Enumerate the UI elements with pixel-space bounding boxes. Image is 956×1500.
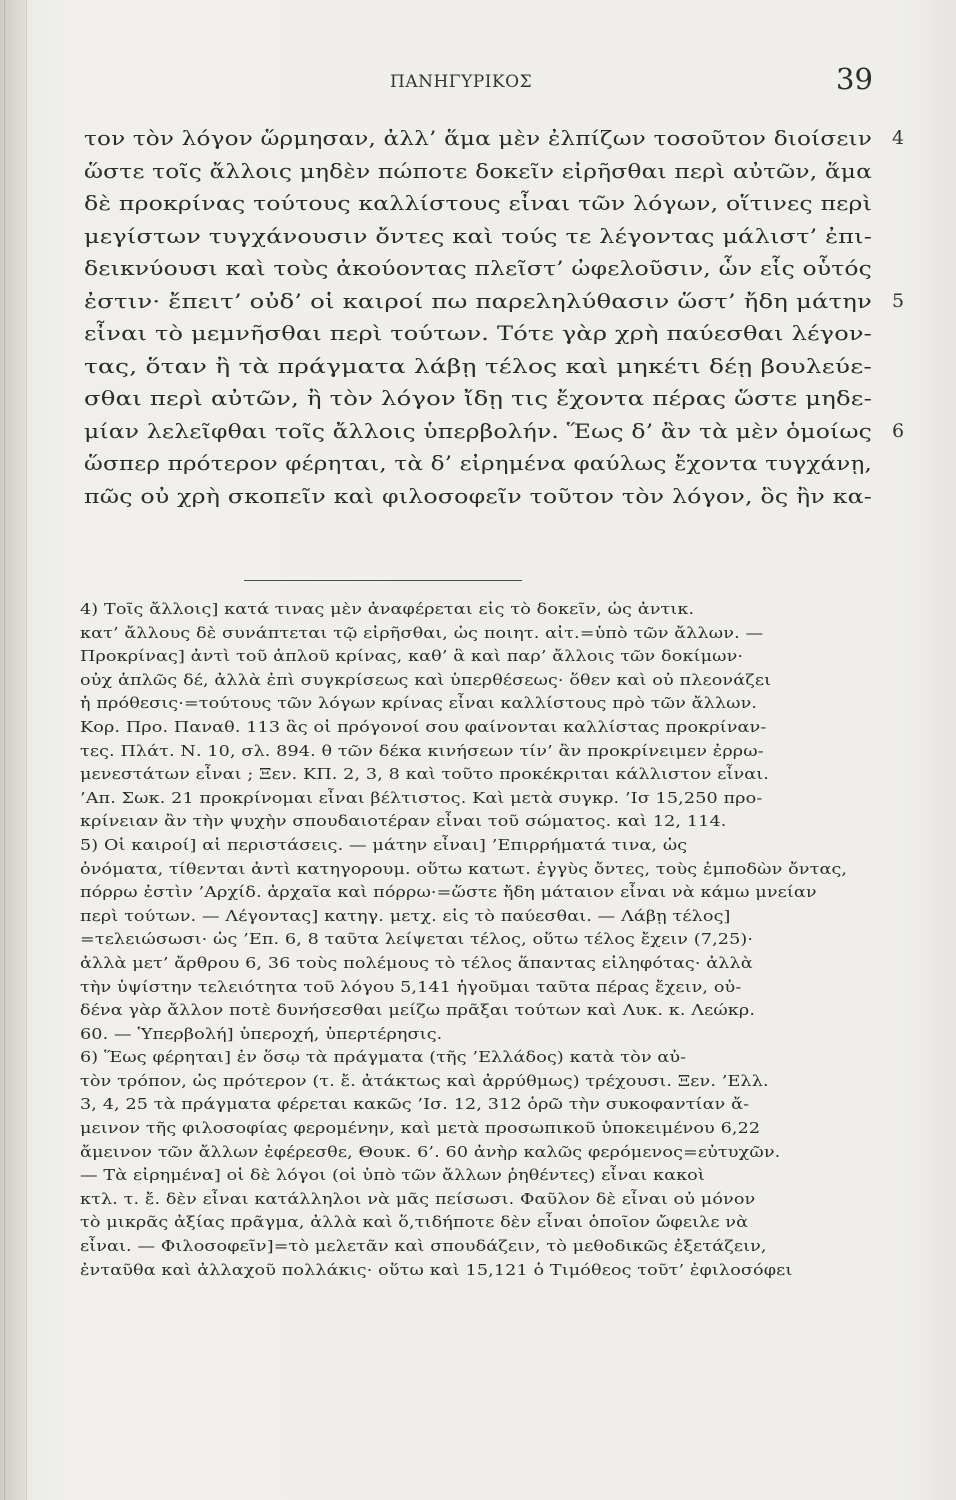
main-text-line [84, 447, 884, 480]
main-text-line [84, 415, 905, 448]
page-number: 39 [836, 62, 873, 96]
note-line: δένα γὰρ ἄλλον ποτὲ δυνήσεσθαι μείζω πρᾶξαι τούτων καὶ Λυκ. κ. Λεώκρ. [80, 1001, 756, 1020]
main-text-line-content: σθαι περὶ αὐτῶν, ἢ τὸν λόγον ἴδῃ τις ἔχοντα πέρας ὥστε μηδε- [84, 386, 872, 410]
main-text-line-content: τον τὸν λόγον ὥρμησαν, ἀλλ’ ἅμα μὲν ἐλπίζων τοσοῦτον διοίσειν [84, 126, 872, 150]
note-line: τὸ μικρᾶς ἀξίας πρᾶγμα, ἀλλὰ καὶ ὅ,τιδήποτε δὲν εἶναι ὁποῖον ὤφειλε νὰ [80, 1213, 749, 1232]
note-line: κτλ. τ. ἔ. δὲν εἶναι κατάλληλοι νὰ μᾶς πείσωσι. Φαῦλον δὲ εἶναι οὐ μόνον [80, 1189, 756, 1208]
main-text-line [84, 350, 884, 383]
note-line: τες. Πλάτ. Ν. 10, σλ. 894. θ τῶν δέκα κινήσεων τίν’ ἂν προκρίνειμεν ἐρρω- [80, 741, 764, 760]
main-text-line-content: τας, ὅταν ἢ τὰ πράγματα λάβῃ τέλος καὶ μηκέτι δέῃ βουλεύε- [84, 353, 872, 378]
main-text-line-content: εἶναι τὸ μεμνῆσθαι περὶ τούτων. Τότε γὰρ χρὴ παύεσθαι λέγον- [84, 321, 872, 345]
main-text-block [84, 122, 905, 512]
note-line: κατ’ ἄλλους δὲ συνάπτεται τῷ εἰρῆσθαι, ὡς ποιητ. αἰτ.=ὑπὸ τῶν ἄλλων. — [80, 623, 764, 642]
note-line: =τελειώσωσι· ὡς ’Επ. 6, 8 ταῦτα λείψεται τέλος, οὕτω τέλος ἔχειν (7,25)· [80, 930, 754, 949]
note-line: ’Απ. Σωκ. 21 προκρίνομαι εἶναι βέλτιστος. Καὶ μετὰ συγκρ. ’Ισ 15,250 προ- [80, 788, 763, 807]
note-line: ὀνόματα, τίθενται ἀντὶ κατηγορουμ. οὕτω κατωτ. ἐγγὺς ὄντες, τοὺς ἐμποδὼν ὄντας, [80, 859, 848, 878]
note-line: 3, 4, 25 τὰ πράγματα φέρεται κακῶς ’Ισ. 12, 312 ὁρῶ τὴν συκοφαντίαν ἄ- [80, 1095, 750, 1114]
footnote-separator-rule [244, 580, 522, 581]
section-number: 5 [892, 289, 905, 312]
main-text-line [84, 252, 884, 285]
note-line: κρίνειαν ἂν τὴν ψυχὴν σπουδαιοτέραν εἶναι τοῦ σώματος. καὶ 12, 114. [80, 812, 727, 831]
main-text-line-content: μίαν λελεῖφθαι τοῖς ἄλλοις ὑπερβολήν. Ἕως δ’ ἂν τὰ μὲν ὁμοίως [84, 418, 872, 443]
main-text-line-content: δὲ προκρίνας τούτους καλλίστους εἶναι τῶν λόγων, οἵτινες περὶ [84, 191, 872, 215]
note-line: ἐνταῦθα καὶ ἀλλαχοῦ πολλάκις· οὕτω καὶ 15,121 ὁ Τιμόθεος τοῦτ’ ἐφιλοσόφει [80, 1260, 793, 1279]
page-header [0, 62, 956, 102]
note-line: μεινον τῆς φιλοσοφίας φερομένην, καὶ μετὰ προσωπικοῦ ὑποκειμένου 6,22 [80, 1119, 761, 1138]
main-text-line [84, 285, 905, 318]
note-line: πόρρω ἐστὶν ’Αρχίδ. ἀρχαῖα καὶ πόρρω·=ὥστε ἤδη μάταιον εἶναι νὰ κάμω μνείαν [80, 883, 817, 902]
note-line: 5) Οἱ καιροί] αἱ περιστάσεις. — μάτην εἶναι] ’Επιρρήματά τινα, ὡς [80, 835, 688, 854]
note-line: — Τὰ εἰρημένα] οἱ δὲ λόγοι (οἱ ὑπὸ τῶν ἄλλων ῥηθέντες) εἶναι κακοὶ [80, 1166, 705, 1185]
note-line: τὸν τρόπον, ὡς πρότερον (τ. ἔ. ἀτάκτως καὶ ἀρρύθμως) τρέχουσι. Ξεν. ’Ελλ. [80, 1071, 769, 1090]
main-text-line [84, 155, 884, 188]
main-text-line-content: πῶς οὐ χρὴ σκοπεῖν καὶ φιλοσοφεῖν τοῦτον τὸν λόγον, ὃς ἢν κα- [84, 483, 873, 508]
note-line: Κορ. Προ. Παναθ. 113 ἃς οἱ πρόγονοί σου φαίνονται καλλίστας προκρίναν- [80, 717, 767, 736]
note-line: περὶ τούτων. — Λέγοντας] κατηγ. μετχ. εἰς τὸ παύεσθαι. — Λάβῃ τέλος] [80, 906, 731, 925]
note-line: 6) Ἕως φέρηται] ἐν ὅσῳ τὰ πράγματα (τῆς ’Ελλάδος) κατὰ τὸν αὐ- [80, 1048, 687, 1067]
main-text-line-content: ὥσπερ πρότερον φέρηται, τὰ δ’ εἰρημένα φαύλως ἔχοντα τυγχάνῃ, [84, 451, 872, 475]
main-text-line [84, 187, 884, 220]
main-text-line-content: ἐστιν· ἔπειτ’ οὐδ’ οἱ καιροί πω παρεληλύθασιν ὥστ’ ἤδη μάτην [84, 288, 872, 313]
note-line: 60. — Ὑπερβολή] ὑπεροχή, ὑπερτέρησις. [80, 1024, 443, 1043]
gutter-edge-line [4, 0, 5, 1500]
main-text-line [84, 480, 884, 513]
commentary-notes [80, 598, 890, 1282]
section-number: 4 [892, 127, 905, 149]
main-text-line-content: ὥστε τοῖς ἄλλοις μηδὲν πώποτε δοκεῖν εἰρῆσθαι περὶ αὐτῶν, ἅμα [84, 158, 872, 183]
main-text-line [84, 317, 884, 350]
main-text-line [84, 382, 884, 415]
note-line: τὴν ὑψίστην τελειότητα τοῦ λόγου 5,141 ἡγοῦμαι ταῦτα πέρας ἔχειν, οὐ- [80, 977, 742, 996]
note-line: ἀλλὰ μετ’ ἄρθρου 6, 36 τοὺς πολέμους τὸ τέλος ἅπαντας εἰληφότας· ἀλλὰ [80, 953, 753, 972]
binding-gutter [0, 0, 27, 1500]
note-line: ἡ πρόθεσις·=τούτους τῶν λόγων κρίνας εἶναι καλλίστους πρὸ τῶν ἄλλων. [80, 694, 758, 713]
note-line: Προκρίνας] ἀντὶ τοῦ ἁπλοῦ κρίνας, καθ’ ἃ καὶ παρ’ ἄλλοις τῶν δοκίμων· [80, 647, 744, 666]
note-line: 4) Τοῖς ἄλλοις] κατά τινας μὲν ἀναφέρεται εἰς τὸ δοκεῖν, ὡς ἀντικ. [80, 600, 695, 618]
note-line: ἄμεινον τῶν ἄλλων ἐφέρεσθε, Θουκ. 6’. 60 ἀνὴρ καλῶς φερόμενος=εὐτυχῶν. [80, 1142, 781, 1161]
note-line: εἶναι. — Φιλοσοφεῖν]=τὸ μελετᾶν καὶ σπουδάζειν, τὸ μεθοδικῶς ἐξετάζειν, [80, 1237, 767, 1256]
main-text-line [84, 122, 905, 155]
main-text-line [84, 220, 884, 253]
running-title: ΠΑΝΗΓΥΡΙΚΟΣ [390, 72, 533, 92]
section-number: 6 [892, 419, 905, 442]
note-line: μενεστάτων εἶναι ; Ξεν. ΚΠ. 2, 3, 8 καὶ τοῦτο προκέκριται κάλλιστον εἶναι. [80, 765, 770, 784]
main-text-line-content: μεγίστων τυγχάνουσιν ὄντες καὶ τούς τε λέγοντας μάλιστ’ ἐπι- [84, 223, 872, 248]
main-text-line-content: δεικνύουσι καὶ τοὺς ἀκούοντας πλεῖστ’ ὠφελοῦσιν, ὧν εἷς οὗτός [84, 256, 872, 280]
note-line: οὐχ ἁπλῶς δέ, ἀλλὰ ἐπὶ συγκρίσεως καὶ ὑπερθέσεως· ὅθεν καὶ οὐ πλεονάζει [80, 670, 772, 689]
